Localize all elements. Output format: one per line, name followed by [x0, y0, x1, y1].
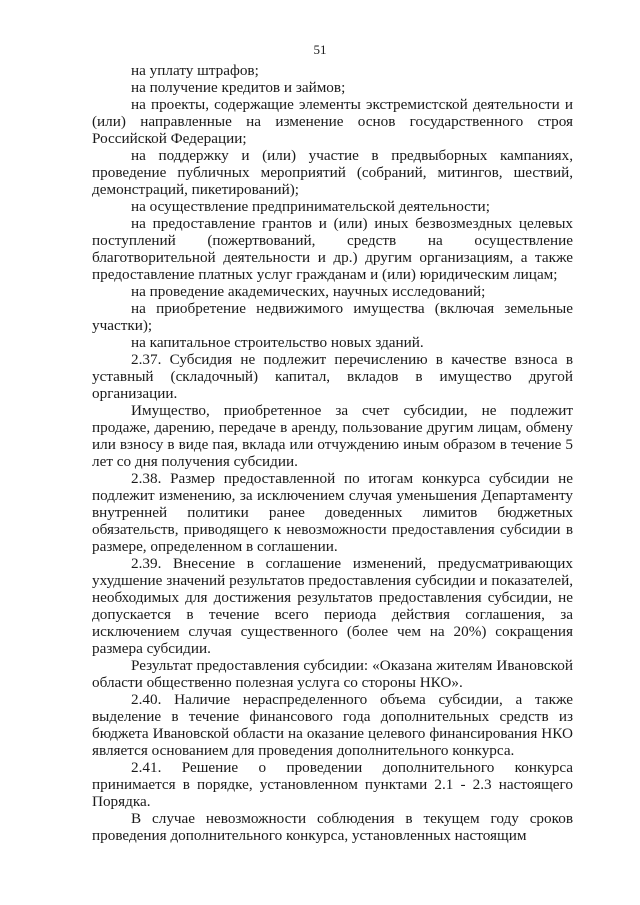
paragraph-fines: на уплату штрафов; — [131, 62, 259, 79]
paragraph-2-39: 2.39. Внесение в соглашение изменений, предусматривающих ухудшение значений результатов предоставления субсидии и показателей, необходимых для достижения результатов предоставления субсидии, не допускается в течение всего периода действия соглашения, за исключением случая существенного (более чем на 20%) сокращения размера субсидии. — [92, 555, 573, 657]
paragraph-construction: на капитальное строительство новых зданий. — [131, 334, 424, 351]
paragraph-extremist-projects: на проекты, содержащие элементы экстремистской деятельности и (или) направленные на изменение основ государственного строя Российской Федерации; — [92, 96, 573, 147]
paragraph-2-37: 2.37. Субсидия не подлежит перечислению в качестве взноса в уставный (складочный) капитал, вкладов в имущество другой организации. — [92, 351, 573, 402]
document-body — [92, 62, 573, 844]
paragraph-additional-contest: В случае невозможности соблюдения в текущем году сроков проведения дополнительного конкурса, установленных настоящим — [92, 810, 573, 844]
paragraph-business-activity: на осуществление предпринимательской деятельности; — [131, 198, 490, 215]
paragraph-real-estate: на приобретение недвижимого имущества (включая земельные участки); — [92, 300, 573, 334]
paragraph-property: Имущество, приобретенное за счет субсидии, не подлежит продаже, дарению, передаче в аренду, пользование другим лицам, обмену или взносу в виде пая, вклада или отчуждению иным образом в течение 5 лет со дня получения субсидии. — [92, 402, 573, 470]
paragraph-election-campaigns: на поддержку и (или) участие в предвыборных кампаниях, проведение публичных мероприятий (собраний, митингов, шествий, демонстраций, пикетирований); — [92, 147, 573, 198]
paragraph-2-40: 2.40. Наличие нераспределенного объема субсидии, а также выделение в течение финансового года дополнительных средств из бюджета Ивановской области на оказание целевого финансирования НКО является основанием для проведения дополнительного конкурса. — [92, 691, 573, 759]
paragraph-research: на проведение академических, научных исследований; — [131, 283, 486, 300]
page-number: 51 — [313, 42, 327, 57]
paragraph-loans: на получение кредитов и займов; — [131, 79, 346, 96]
paragraph-grants: на предоставление грантов и (или) иных безвозмездных целевых поступлений (пожертвований, средств на осуществление благотворительной деятельности и др.) другим организациям, а также предоставление платных услуг гражданам и (или) юридическим лицам; — [92, 215, 573, 283]
paragraph-2-38: 2.38. Размер предоставленной по итогам конкурса субсидии не подлежит изменению, за исключением случая уменьшения Департаменту внутренней политики ранее доведенных лимитов бюджетных обязательств, приводящего к невозможности предоставления субсидии в размере, определенном в соглашении. — [92, 470, 573, 555]
paragraph-2-41: 2.41. Решение о проведении дополнительного конкурса принимается в порядке, установленном пунктами 2.1 - 2.3 настоящего Порядка. — [92, 759, 573, 810]
paragraph-subsidy-result: Результат предоставления субсидии: «Оказана жителям Ивановской области общественно полезная услуга со стороны НКО». — [92, 657, 573, 691]
